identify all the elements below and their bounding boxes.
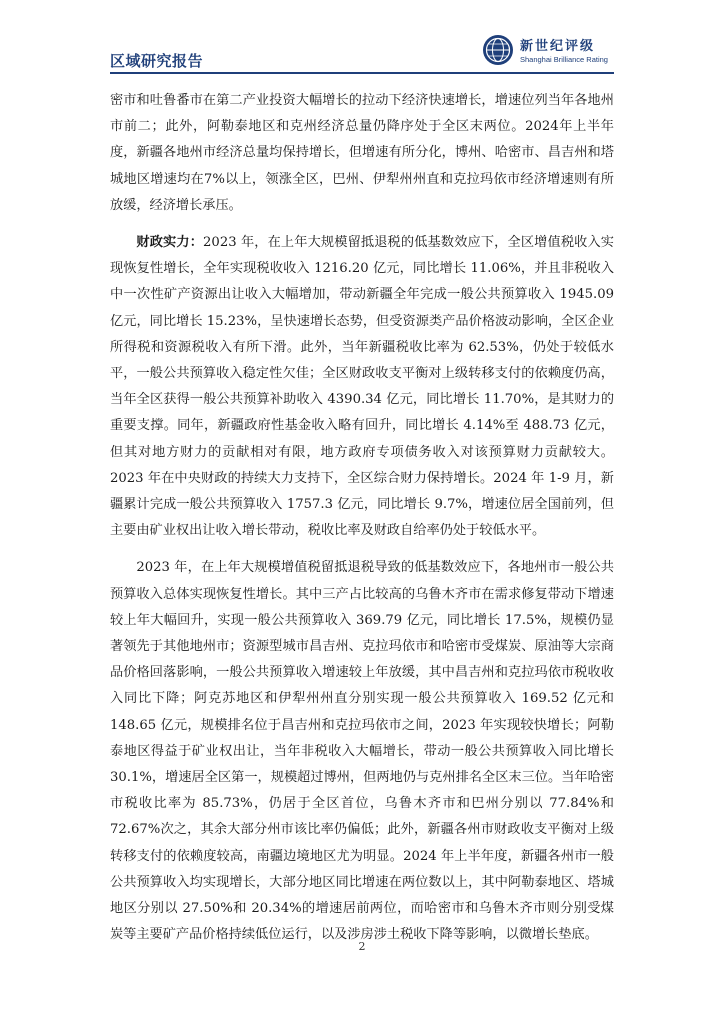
body-paragraph [110, 88, 614, 219]
body-paragraph [110, 230, 614, 544]
logo-chinese-name: 新世纪评级 [520, 39, 596, 54]
header-divider [110, 72, 614, 74]
company-logo [482, 34, 614, 68]
paragraph-text: 2023 年，在上年大规模增值税留抵退税导致的低基数效应下，各地州市一般公共预算收入总体实现恢复性增长。其中三产占比较高的乌鲁木齐市在需求修复带动下增速较上年大幅回升，实现一般公共预算收入 369.79 亿元，同比增长 17.5%，规模仍显著领先于其他地州市；资源型城市昌吉州、克拉玛依市和哈密市受煤炭、原油等大宗商品价格回落影响，一般公共预算收入增速较上年放缓，其中昌吉州和克拉玛依市税收收入同比下降；阿克苏地区和伊犁州州直分别实现一般公共预算收入 169.52 亿元和 148.65 亿元，规模排名位于昌吉州和克拉玛依市之间，2023 年实现较快增长；阿勒泰地区得益于矿业权出让，当年非税收入大幅增长，带动一般公共预算收入同比增长 30.1%，增速居全区第一，规模超过博州，但两地仍与克州排名全区末三位。当年哈密市税收比率为 85.73%，仍居于全区首位，乌鲁木齐市和巴州分别以 77.84%和 72.67%次之，其余大部分州市该比率仍偏低；此外，新疆各州市财政收支平衡对上级转移支付的依赖度较高，南疆边境地区尤为明显。2024 年上半年度，新疆各州市一般公共预算收入均实现增长，大部分地区同比增速在两位数以上，其中阿勒泰地区、塔城地区分别以 27.50%和 20.34%的增速居前两位，而哈密市和乌鲁木齐市则分别受煤炭等主要矿产品价格持续低位运行，以及涉房涉土税收下降等影响，以微增长垫底。 [110, 560, 614, 943]
paragraph-text: 2023 年，在上年大规模留抵退税的低基数效应下，全区增值税收入实现恢复性增长，全年实现税收收入 1216.20 亿元，同比增长 11.06%，并且非税收入中一次性矿产资源出让收入大幅增加，带动新疆全年完成一般公共预算收入 1945.09 亿元，同比增长 15.23%，呈快速增长态势，但受资源类产品价格波动影响，全区企业所得税和资源税收入有所下滑。此外，当年新疆税收比率为 62.53%，仍处于较低水平，一般公共预算收入稳定性欠佳；全区财政收支平衡对上级转移支付的依赖度仍高，当年全区获得一般公共预算补助收入 4390.34 亿元，同比增长 11.70%，是其财力的重要支撑。同年，新疆政府性基金收入略有回升，同比增长 4.14%至 488.73 亿元，但其对地方财力的贡献相对有限，地方政府专项债务收入对该预算财力贡献较大。2023 年在中央财政的持续大力支持下，全区综合财力保持增长。2024 年 1-9 月，新疆累计完成一般公共预算收入 1757.3 亿元，同比增长 9.7%，增速位居全国前列，但主要由矿业权出让收入增长带动，税收比率及财政自给率仍处于较低水平。 [110, 235, 614, 539]
page-header [110, 30, 614, 74]
page-number: 2 [358, 940, 366, 953]
report-type-title: 区域研究报告 [110, 52, 204, 70]
report-body [110, 88, 614, 949]
paragraph-text: 密市和吐鲁番市在第二产业投资大幅增长的拉动下经济快速增长，增速位列当年各地州市前二；此外，阿勒泰地区和克州经济总量仍降序处于全区末两位。2024年上半年度，新疆各地州市经济总量均保持增长，但增速有所分化，博州、哈密市、昌吉州和塔城地区增速均在7%以上，领涨全区，巴州、伊犁州州直和克拉玛依市经济增速则有所放缓，经济增长承压。 [110, 93, 614, 213]
body-paragraph [110, 555, 614, 948]
logo-english-name: Shanghai Brilliance Rating [520, 55, 608, 64]
globe-logo-icon [482, 34, 514, 66]
section-lead-label: 财政实力： [136, 235, 204, 251]
